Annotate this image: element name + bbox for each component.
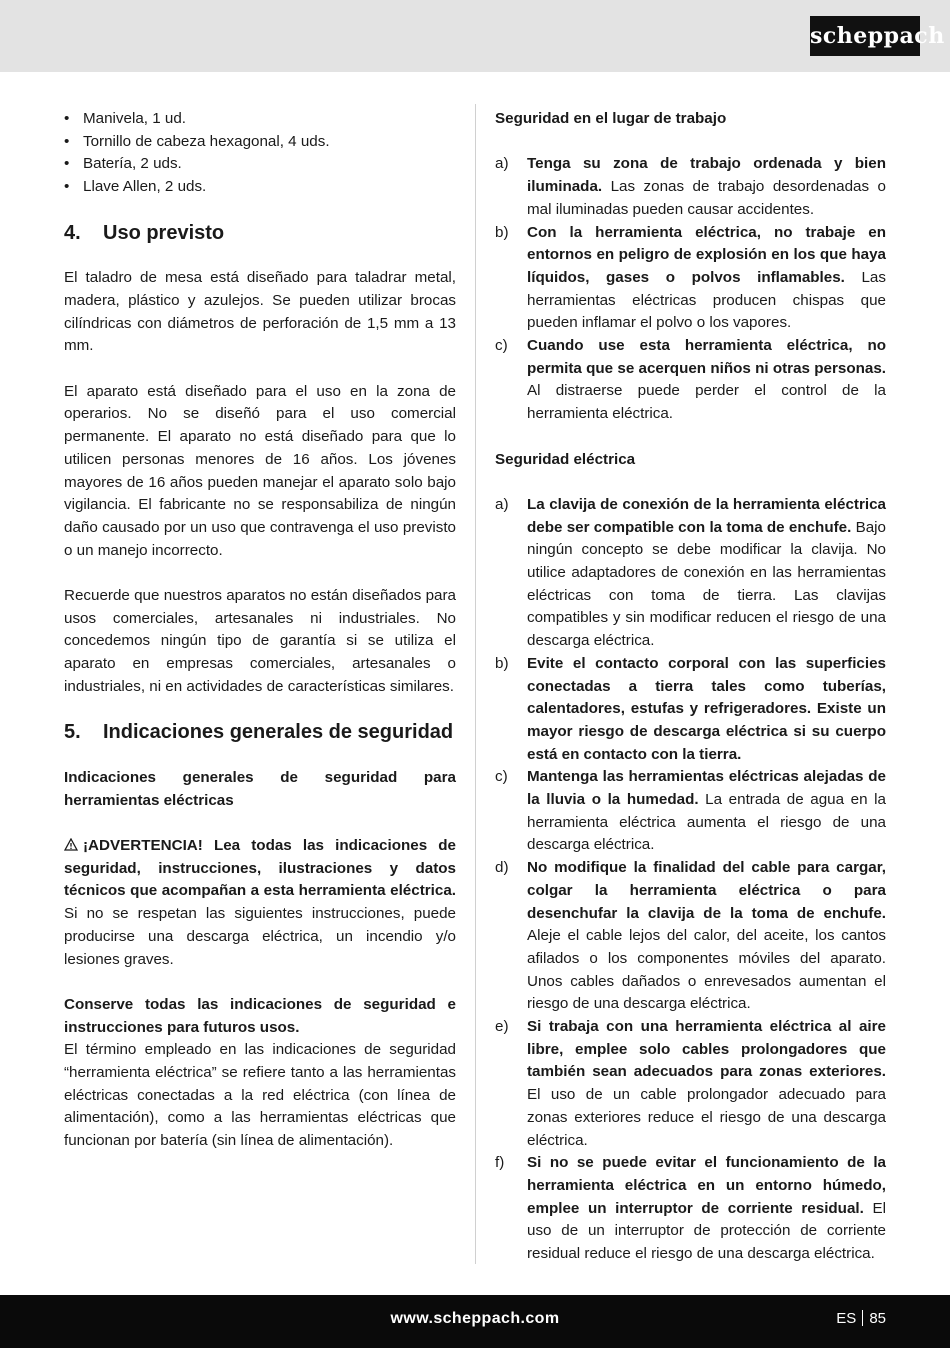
warning-text: Si no se respetan las siguientes instrucciones, puede producirse una descarga eléctrica, un incendio y/o lesiones graves. — [64, 905, 456, 968]
list-item — [495, 766, 886, 857]
item-label: a) — [495, 155, 509, 173]
section-title: Uso previsto — [103, 221, 225, 244]
list-item: • Llave Allen, 2 uds. — [64, 176, 456, 199]
item-label: e) — [495, 1018, 509, 1036]
workplace-items — [495, 153, 886, 425]
list-item — [495, 335, 886, 426]
subheading: Indicaciones generales de seguridad para herramientas eléctricas — [64, 768, 456, 809]
item-label: c) — [495, 337, 508, 355]
separator — [862, 1310, 863, 1326]
item-bold: No modifique la finalidad del cable para cargar, colgar la herramienta eléctrica o para desenchufar la clavija de la toma de enchufe. — [527, 859, 886, 922]
list-item — [495, 222, 886, 336]
item-bold: Mantenga las herramientas eléctricas alejadas de la lluvia o la humedad. — [527, 768, 886, 809]
section-number: 5. — [64, 721, 81, 744]
electrical-items — [495, 494, 886, 1266]
list-item — [495, 857, 886, 1016]
page-indicator — [836, 1310, 886, 1327]
item-text: Aleje el cable lejos del calor, del aceite, los cantos afilados o los componentes móviles del aparato. Unos cables dañados o enrevesados aumentan el riesgo de una descarga eléctrica. — [527, 927, 886, 1013]
list-item — [495, 153, 886, 221]
item-text: Al distraerse puede perder el control de la herramienta eléctrica. — [527, 382, 886, 423]
warning-triangle-icon — [64, 838, 78, 851]
item-label: b) — [495, 654, 509, 672]
section-4-heading — [64, 222, 456, 245]
keep-instructions: Conserve todas las indicaciones de seguridad e instrucciones para futuros usos. — [64, 995, 456, 1036]
item-bold: La clavija de conexión de la herramienta eléctrica debe ser compatible con la toma de enchufe. — [527, 495, 886, 536]
section-title: Indicaciones generales de seguridad — [103, 721, 454, 744]
paragraph: Recuerde que nuestros aparatos no están diseñados para usos comerciales, artesanales ni industriales. No concedemos ningún tipo de garantía si se utiliza el aparato en empresas comerciales, artesanales o industriales, ni en actividades de características similares. — [64, 587, 456, 695]
item-label: b) — [495, 223, 509, 241]
left-column — [64, 108, 456, 1153]
item-bold: Si no se puede evitar el funcionamiento de la herramienta eléctrica en un entorno húmedo, emplee un interruptor de corriente residual. — [527, 1154, 886, 1217]
item-text: Las herramientas eléctricas producen chispas que pueden inflamar el polvo o los vapores. — [527, 268, 886, 332]
list-item — [495, 1152, 886, 1266]
list-item: • Manivela, 1 ud. — [64, 108, 456, 131]
brand-logo: scheppach — [810, 16, 920, 56]
language-code: ES — [836, 1310, 857, 1327]
website-link[interactable]: www.scheppach.com — [390, 1310, 560, 1327]
item-text: Las zonas de trabajo desordenadas o mal iluminadas pueden causar accidentes. — [527, 178, 886, 218]
item-bold: Tenga su zona de trabajo ordenada y bien iluminada. — [527, 155, 886, 196]
parts-list — [64, 108, 456, 199]
item-label: f) — [495, 1154, 505, 1172]
item-bold: Si trabaja con una herramienta eléctrica al aire libre, emplee solo cables prolongadores que también sean adecuados para zonas exteriores. — [527, 1018, 886, 1081]
item-bold: Con la herramienta eléctrica, no trabaje en entornos en peligro de explosión en los que haya líquidos, gases o polvos inflamables. — [527, 223, 886, 286]
item-bold: Cuando use esta herramienta eléctrica, no permita que se acerquen niños ni otras personas. — [527, 337, 886, 377]
list-item — [495, 494, 886, 653]
column-divider — [475, 104, 476, 1264]
paragraph: El término empleado en las indicaciones de seguridad “herramienta eléctrica” se refiere tanto a las herramientas eléctricas conectadas a la red eléctrica (con línea de alimentación), como a las herramientas eléctricas que funcionan por batería (sin línea de alimentación). — [64, 1041, 456, 1150]
item-text: Bajo ningún concepto se debe modificar la clavija. No utilice adaptadores de conexión en las herramientas eléctricas con toma de tierra. Las clavijas compatibles y sin modificar reducen el riesgo de una descarga eléctrica. — [527, 518, 886, 650]
item-label: c) — [495, 768, 508, 786]
paragraph: El taladro de mesa está diseñado para taladrar metal, madera, plástico y azulejos. Se pueden utilizar brocas cilíndricas con diámetros de perforación de 1,5 mm a 13 mm. — [64, 269, 456, 355]
list-item: • Tornillo de cabeza hexagonal, 4 uds. — [64, 131, 456, 154]
workplace-heading: Seguridad en el lugar de trabajo — [495, 110, 727, 127]
item-label: d) — [495, 859, 509, 877]
page-footer — [0, 1295, 950, 1348]
warning-bold: ¡ADVERTENCIA! Lea todas las indicaciones de seguridad, instrucciones, ilustraciones y datos técnicos que acompañan a esta herramienta eléctrica. — [64, 836, 456, 900]
list-item: • Batería, 2 uds. — [64, 153, 456, 176]
section-number: 4. — [64, 221, 81, 244]
item-bold: Evite el contacto corporal con las superficies conectadas a tierra tales como tuberías, calentadores, estufas y refrigeradores. Existe un mayor riesgo de descarga eléctrica si su cuerpo está en contacto con la tierra. — [527, 654, 886, 763]
list-item — [495, 1016, 886, 1152]
warning-paragraph — [64, 835, 456, 971]
section-5-heading — [64, 721, 456, 744]
item-text: El uso de un interruptor de protección de corriente residual reduce el riesgo de una descarga eléctrica. — [527, 1199, 886, 1263]
page-header — [0, 0, 950, 72]
page-number: 85 — [869, 1310, 886, 1327]
item-text: La entrada de agua en la herramienta eléctrica aumenta el riesgo de una descarga eléctrica. — [527, 791, 886, 854]
item-label: a) — [495, 495, 509, 513]
right-column — [495, 108, 886, 1266]
paragraph: El aparato está diseñado para el uso en la zona de operarios. No se diseñó para el uso comercial permanente. El aparato no está diseñado para que lo utilicen personas menores de 16 años. Los jóvenes mayores de 16 años pueden manejar el aparato solo bajo vigilancia. El fabricante no se responsabiliza de ningún daño causado por un uso que contravenga el uso previsto o un manejo incorrecto. — [64, 382, 456, 559]
list-item — [495, 653, 886, 767]
electrical-heading: Seguridad eléctrica — [495, 450, 636, 468]
item-text: El uso de un cable prolongador adecuado para zonas exteriores reduce el riesgo de una descarga eléctrica. — [527, 1086, 886, 1149]
